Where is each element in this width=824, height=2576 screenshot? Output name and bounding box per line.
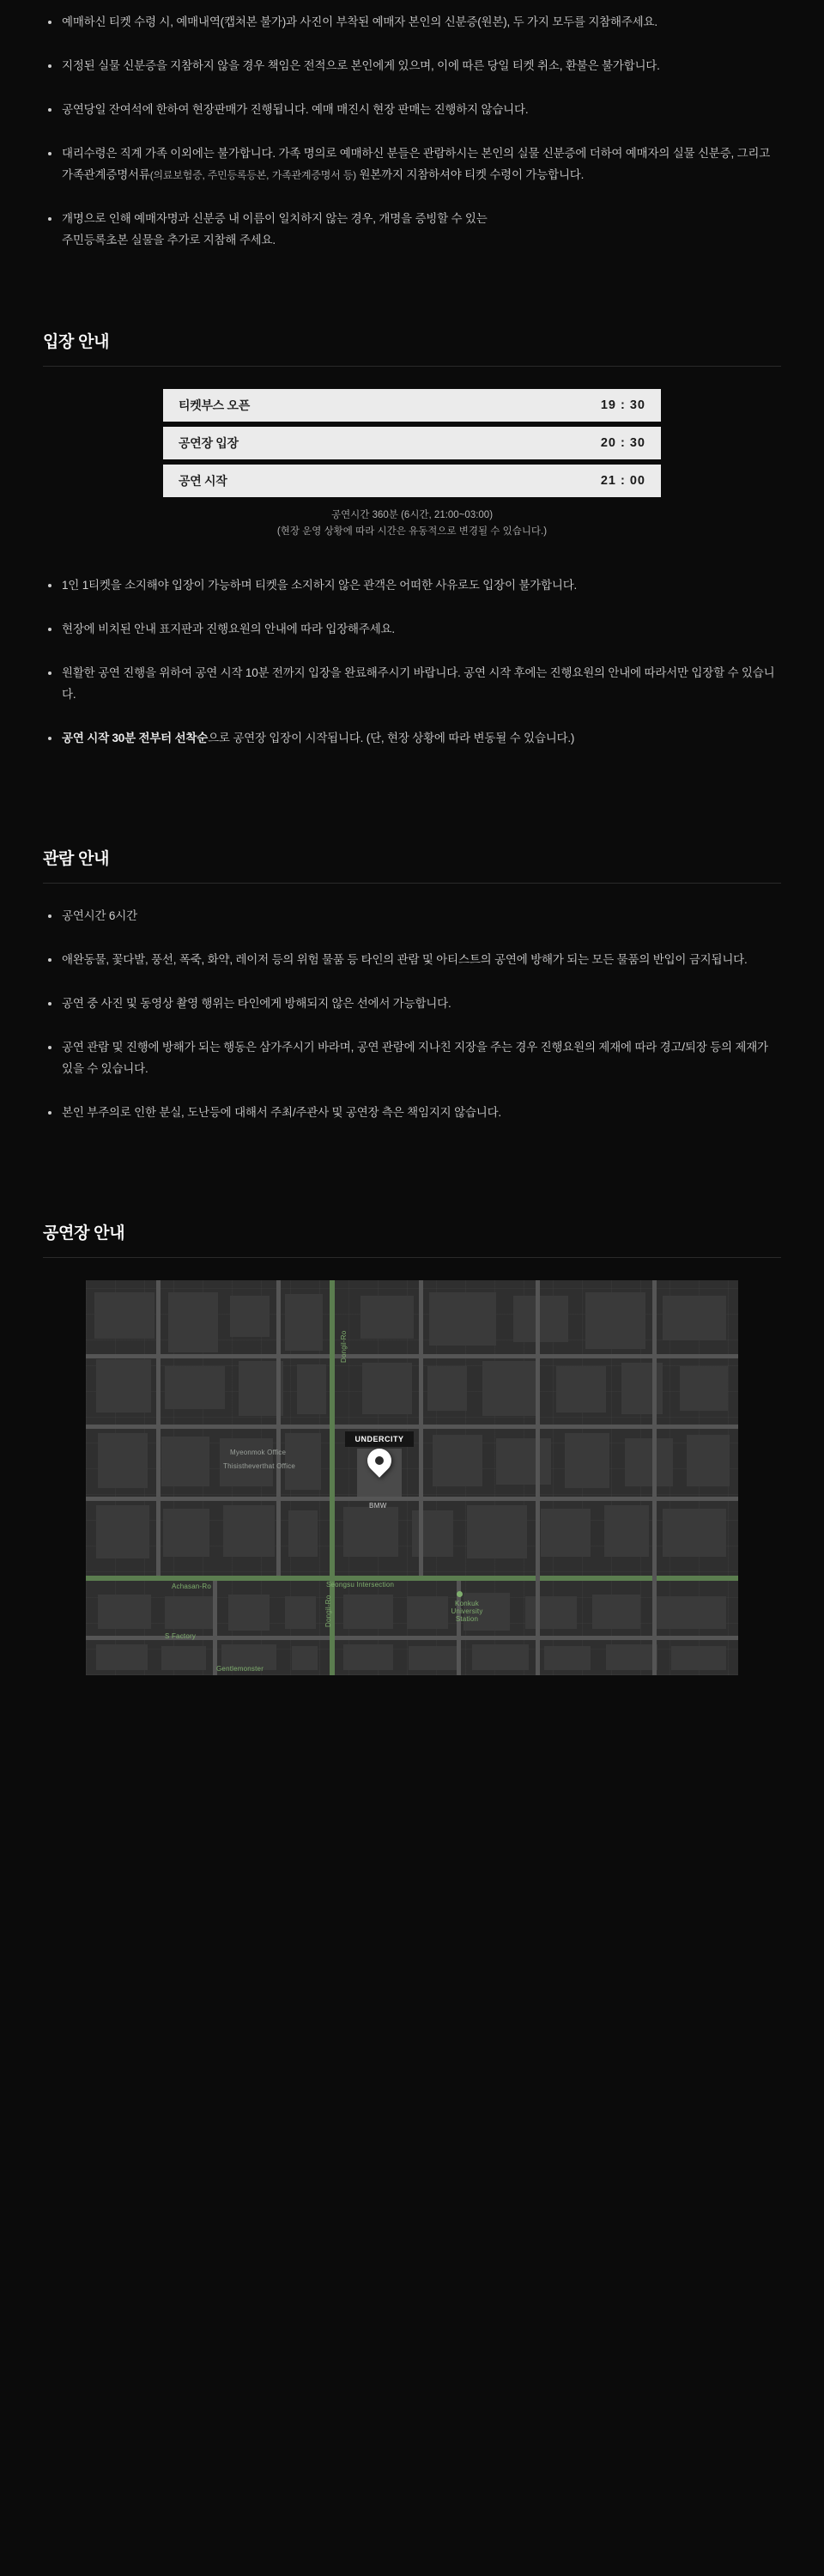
- list-item: 애완동물, 꽃다발, 풍선, 폭죽, 화약, 레이저 등의 위험 물품 등 타인의 관람 및 아티스트의 공연에 방해가 되는 모든 물품의 반입이 금지됩니다.: [43, 950, 781, 971]
- map-blocks: [86, 1280, 738, 1675]
- list-item: 공연당일 잔여석에 한하여 현장판매가 진행됩니다. 예매 매진시 현장 판매는 진행하지 않습니다.: [43, 100, 781, 121]
- list-item: 공연 중 사진 및 동영상 촬영 행위는 타인에게 방해되지 않은 선에서 가능합니다.: [43, 993, 781, 1015]
- list-item-proxy-notice: [43, 143, 781, 186]
- map-label: S Factory: [165, 1631, 197, 1640]
- timetable-label: 공연 시작: [179, 473, 227, 488]
- map-label-bmw: BMW: [369, 1501, 387, 1510]
- list-item: 본인 부주의로 인한 분실, 도난등에 대해서 주최/주관사 및 공연장 측은 책임지지 않습니다.: [43, 1103, 781, 1124]
- content-wrapper: [43, 0, 781, 1675]
- viewing-section-title: 관람 안내: [43, 849, 110, 868]
- venue-map[interactable]: [86, 1280, 738, 1675]
- timetable-note-line1: 공연시간 360분 (6시간, 21:00~03:00): [330, 509, 494, 520]
- map-label: Konkuk University Station: [451, 1599, 483, 1623]
- entry-notice-list: [43, 575, 781, 750]
- map-label: Seongsu Intersection: [326, 1580, 395, 1589]
- timetable-time: 20 : 30: [600, 435, 645, 450]
- station-marker: [457, 1591, 463, 1597]
- divider: [43, 883, 781, 884]
- timetable-note-line2: (현장 운영 상황에 따라 시간은 유동적으로 변경될 수 있습니다.): [276, 526, 548, 538]
- venue-section: [43, 1220, 781, 1675]
- viewing-section: [43, 846, 781, 1124]
- list-item: 공연 관람 및 진행에 방해가 되는 행동은 삼가주시기 바라며, 공연 관람에 지나친 지장을 주는 경우 진행요원의 제재에 따라 경고/퇴장 등의 제재가 있을 수 있습니다.: [43, 1037, 781, 1080]
- list-item: 현장에 비치된 안내 표지판과 진행요원의 안내에 따라 입장해주세요.: [43, 619, 781, 641]
- entry-section: [43, 329, 781, 750]
- map-label: Dongil-Ro: [340, 1330, 348, 1363]
- spacer: [43, 541, 781, 575]
- divider: [43, 366, 781, 367]
- table-row: [163, 427, 661, 459]
- spacer: [43, 274, 781, 329]
- table-row: [163, 389, 661, 422]
- proxy-notice-line2-small: (의료보험증, 주민등록등본,: [149, 168, 270, 181]
- entry-section-title: 입장 안내: [43, 332, 110, 351]
- timetable-note: [163, 507, 661, 541]
- list-item-rename-notice: [43, 209, 781, 252]
- entry-highlight-bold1: 공연 시작 30분 전: [62, 731, 150, 744]
- entry-timetable: [163, 389, 661, 541]
- list-item: 공연시간 6시간: [43, 906, 781, 927]
- entry-highlight-bold2: 선착순: [174, 731, 209, 744]
- spacer: [43, 772, 781, 846]
- map-label: Myeonmok Office: [230, 1448, 287, 1456]
- timetable-time: 19 : 30: [600, 398, 645, 412]
- spacer: [43, 1146, 781, 1220]
- map-label: Gentlemonster: [216, 1664, 264, 1673]
- proxy-notice-line3: 원본까지 지참하셔야 티켓 수령이 가능합니다.: [355, 167, 585, 181]
- venue-map-wrapper: [86, 1280, 738, 1675]
- map-label: Thisistheverthat Office: [223, 1461, 296, 1470]
- venue-name-card: UNDERCITY: [345, 1431, 414, 1447]
- rename-notice-line2: 주민등록초본 실물을 추가로 지참해 주세요.: [62, 233, 276, 246]
- viewing-notice-list: [43, 906, 781, 1124]
- timetable-label: 티켓부스 오픈: [179, 398, 250, 412]
- proxy-notice-line1: 대리수령은 직계 가족 이외에는 불가합니다. 가족 명의로 예매하신 분들은 관람하시는 본인의 실물: [62, 146, 540, 160]
- list-item: 지정된 실물 신분증을 지참하지 않을 경우 책임은 전적으로 본인에게 있으며, 이에 따른 당일 티켓 취소, 환불은 불가합니다.: [43, 56, 781, 77]
- divider: [43, 1257, 781, 1258]
- timetable-label: 공연장 입장: [179, 435, 239, 450]
- map-label: Achasan-Ro: [172, 1582, 212, 1590]
- proxy-notice-line2: 신분증에 더하여 예매자의 실물 신분증, 그리고 가족관계증명서류: [62, 146, 771, 181]
- map-label: Dongil-Ro: [324, 1595, 332, 1627]
- timetable-time: 21 : 00: [600, 473, 645, 488]
- entry-highlight-mid: 부터: [149, 731, 175, 744]
- list-item-entry-highlight: [43, 728, 781, 750]
- venue-section-title: 공연장 안내: [43, 1224, 125, 1242]
- proxy-notice-line3-small: 가족관계증명서 등): [271, 168, 356, 181]
- list-item: 예매하신 티켓 수령 시, 예매내역(캡쳐본 불가)과 사진이 부착된 예매자 본인의 신분증(원본), 두 가지 모두를 지참해주세요.: [43, 12, 781, 33]
- entry-highlight-tail: 으로 공연장 입장이 시작됩니다. (단, 현장 상황에 따라 변동될 수 있습니다.): [208, 731, 575, 744]
- top-notice-list: [43, 12, 781, 252]
- table-row: [163, 465, 661, 497]
- list-item: 원활한 공연 진행을 위하여 공연 시작 10분 전까지 입장을 완료해주시기 바랍니다. 공연 시작 후에는 진행요원의 안내에 따라서만 입장할 수 있습니다.: [43, 663, 781, 706]
- list-item: 1인 1티켓을 소지해야 입장이 가능하며 티켓을 소지하지 않은 관객은 어떠한 사유로도 입장이 불가합니다.: [43, 575, 781, 597]
- rename-notice-line1: 개명으로 인해 예매자명과 신분증 내 이름이 일치하지 않는 경우, 개명을 증빙할 수 있는: [62, 211, 488, 225]
